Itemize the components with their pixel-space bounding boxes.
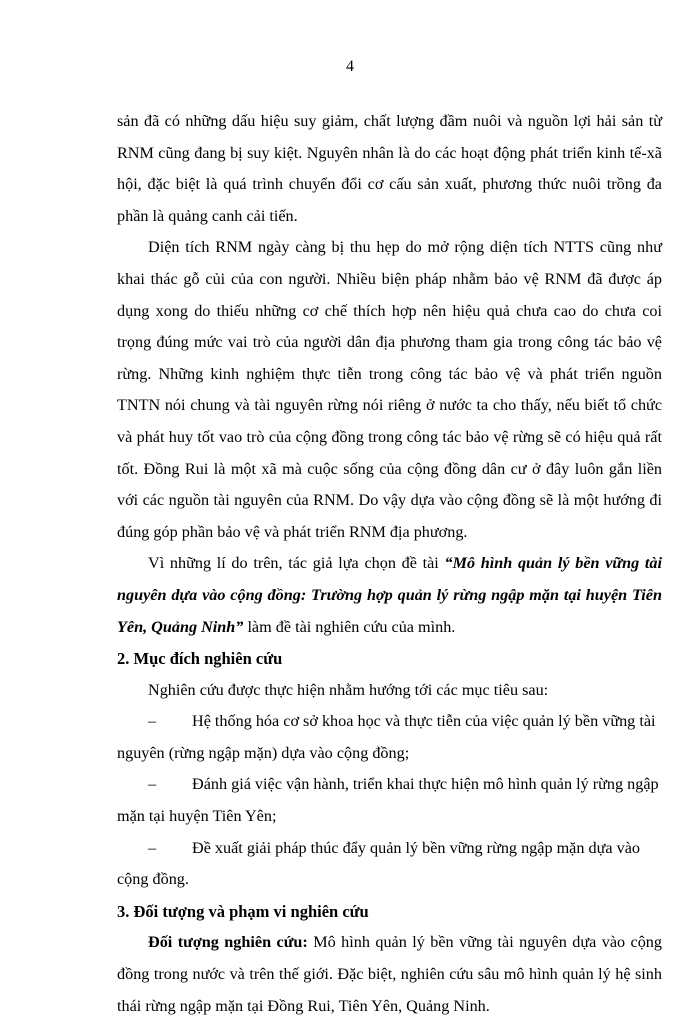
section-2-heading: 2. Mục đích nghiên cứu <box>117 649 283 669</box>
objective-text-continued: nguyên (rừng ngập mặn) dựa vào cộng đồng; <box>117 743 410 762</box>
section-3-heading: 3. Đối tượng và phạm vi nghiên cứu <box>117 901 369 921</box>
dash-marker: – <box>148 775 157 794</box>
research-subject-text: Mô hình quản lý bền vững tài nguyên dựa vào cộng đồng trong nước và trên thế giới. Đặc biệt, nghiên cứu sâu mô hình quản lý hệ sinh thái rừng ngập mặn tại Đồng Rui, Tiên Yên, Quảng Ninh. <box>117 933 662 1015</box>
objective-text-continued: mặn tại huyện Tiên Yên; <box>117 807 277 826</box>
paragraph-topic-choice <box>117 548 662 643</box>
objective-text-continued: cộng đồng. <box>117 870 189 889</box>
objective-item <box>117 833 662 896</box>
paragraph-continuation: sản đã có những dấu hiệu suy giảm, chất lượng đầm nuôi và nguồn lợi hải sản từ RNM cũng đang bị suy kiệt. Nguyên nhân là do các hoạt động phát triển kinh tế-xã hội, đặc biệt là quá trình chuyển đổi cơ cấu sản xuất, phương thức nuôi trồng đa phần là quảng canh cải tiến. <box>117 112 662 225</box>
objective-text: Hệ thống hóa cơ sở khoa học và thực tiễn của việc quản lý bền vững tài <box>192 712 656 731</box>
objective-item <box>117 769 662 832</box>
dash-marker: – <box>148 838 157 857</box>
dash-marker: – <box>148 712 157 731</box>
section-2-intro: Nghiên cứu được thực hiện nhằm hướng tới các mục tiêu sau: <box>148 680 549 699</box>
thesis-title: “Mô hình quản lý bền vững tài nguyên dựa vào cộng đồng: Trường hợp quản lý rừng ngập mặn tại huyện Tiên Yên, Quảng Ninh” <box>117 554 662 636</box>
objective-text: Đánh giá việc vận hành, triển khai thực hiện mô hình quản lý rừng ngập <box>192 775 659 794</box>
research-subject-paragraph <box>117 927 662 1022</box>
research-subject-label: Đối tượng nghiên cứu: <box>148 933 308 952</box>
page-number: 4 <box>346 58 354 75</box>
document-body <box>117 106 662 1022</box>
topic-intro-text: Vì những lí do trên, tác giả lựa chọn đề tài <box>148 554 445 573</box>
objective-item <box>117 706 662 769</box>
paragraph-mangrove-decline: Diện tích RNM ngày càng bị thu hẹp do mở rộng diện tích NTTS cũng như khai thác gỗ củi của con người. Nhiều biện pháp nhằm bảo vệ RNM đã được áp dụng xong do thiếu những cơ chế thích hợp nên hiệu quả chưa cao do chưa coi trọng đúng mức vai trò của người dân địa phương tham gia trong công tác bảo vệ rừng. Những kinh nghiệm thực tiễn trong công tác bảo vệ và phát triển nguồn TNTN nói chung và tài nguyên rừng nói riêng ở nước ta cho thấy, nếu biết tổ chức và phát huy tốt vao trò của cộng đồng trong công tác bảo vệ rừng sẽ có hiệu quả rất tốt. Đồng Rui là một xã mà cuộc sống của cộng đồng dân cư ở đây luôn gắn liền với các nguồn tài nguyên của RNM. Do vậy dựa vào cộng đồng sẽ là một hướng đi đúng góp phần bảo vệ và phát triển RNM địa phương. <box>117 238 662 541</box>
objective-text: Đề xuất giải pháp thúc đẩy quản lý bền vững rừng ngập mặn dựa vào <box>192 838 640 857</box>
topic-outro-text: làm đề tài nghiên cứu của mình. <box>243 617 456 636</box>
